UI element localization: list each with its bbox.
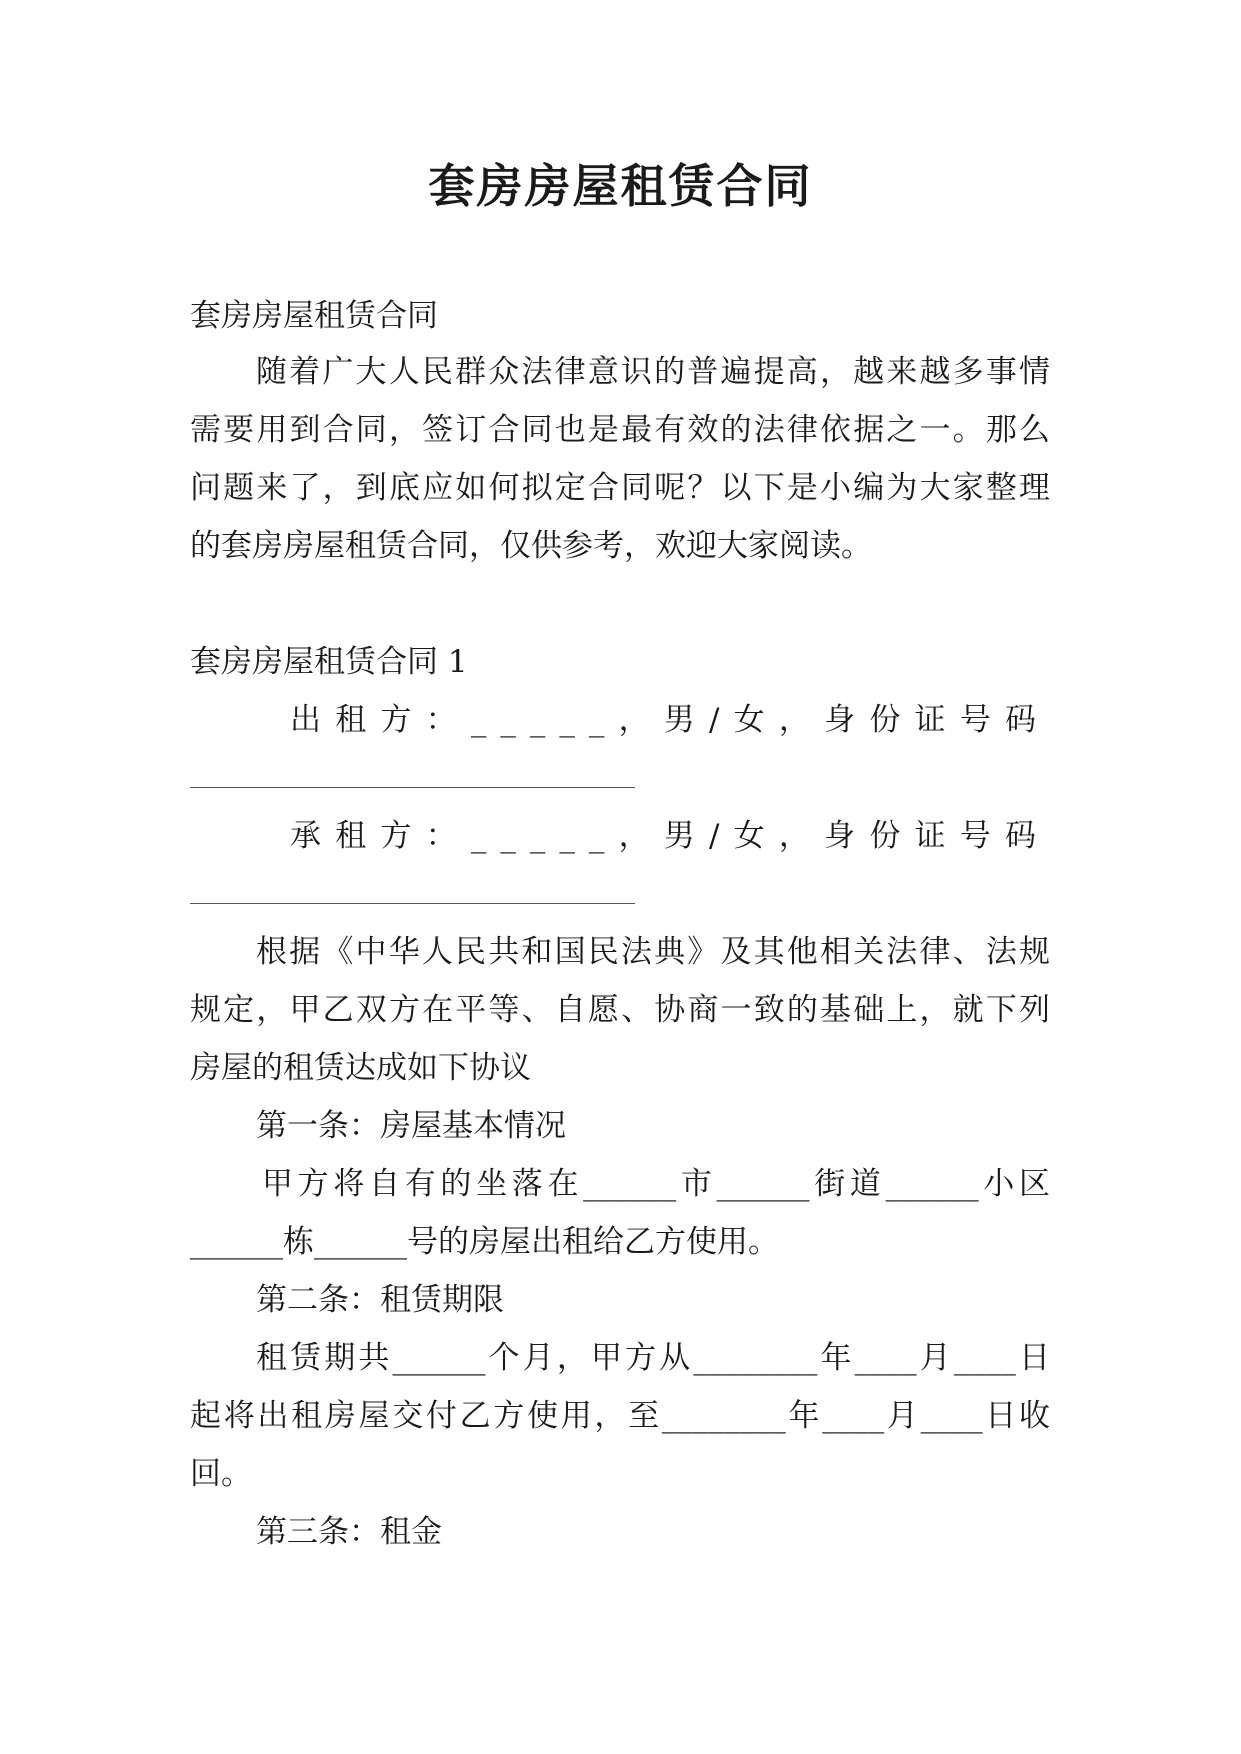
article-1-line-2: ______栋______号的房屋出租给乙方使用。 — [190, 1224, 779, 1260]
contract-heading: 套房房屋租赁合同 1 — [190, 644, 468, 680]
basis-line-1: 根据《中华人民共和国民法典》及其他相关法律、法规 — [256, 934, 1050, 970]
doc-subtitle: 套房房屋租赁合同 — [190, 298, 438, 334]
basis-line-2: 规定，甲乙双方在平等、自愿、协商一致的基础上，就下列 — [190, 992, 1050, 1028]
lessee-id-underline — [190, 903, 635, 904]
article-2-line-3: 回。 — [190, 1456, 252, 1492]
intro-line-4: 的套房房屋租赁合同，仅供参考，欢迎大家阅读。 — [190, 528, 872, 564]
lessee-line: 承租方：_____，男/女，身份证号码 — [290, 818, 1050, 854]
article-2-line-1: 租赁期共______个月，甲方从________年____月____日 — [256, 1340, 1050, 1376]
document-title: 套房房屋租赁合同 — [428, 159, 813, 213]
article-1-heading: 第一条：房屋基本情况 — [256, 1108, 566, 1144]
article-3-heading: 第三条：租金 — [256, 1514, 442, 1550]
article-1-line-1: 甲方将自有的坐落在______市______街道______小区 — [262, 1166, 1050, 1202]
basis-line-3: 房屋的租赁达成如下协议 — [190, 1050, 531, 1086]
intro-line-3: 问题来了，到底应如何拟定合同呢？以下是小编为大家整理 — [190, 470, 1050, 506]
article-2-heading: 第二条：租赁期限 — [256, 1282, 504, 1318]
intro-line-1: 随着广大人民群众法律意识的普遍提高，越来越多事情 — [256, 354, 1050, 390]
lessor-line: 出租方：_____，男/女，身份证号码 — [290, 702, 1050, 738]
lessor-id-underline — [190, 787, 635, 788]
intro-line-2: 需要用到合同，签订合同也是最有效的法律依据之一。那么 — [190, 412, 1050, 448]
article-2-line-2: 起将出租房屋交付乙方使用，至________年____月____日收 — [190, 1398, 1050, 1434]
